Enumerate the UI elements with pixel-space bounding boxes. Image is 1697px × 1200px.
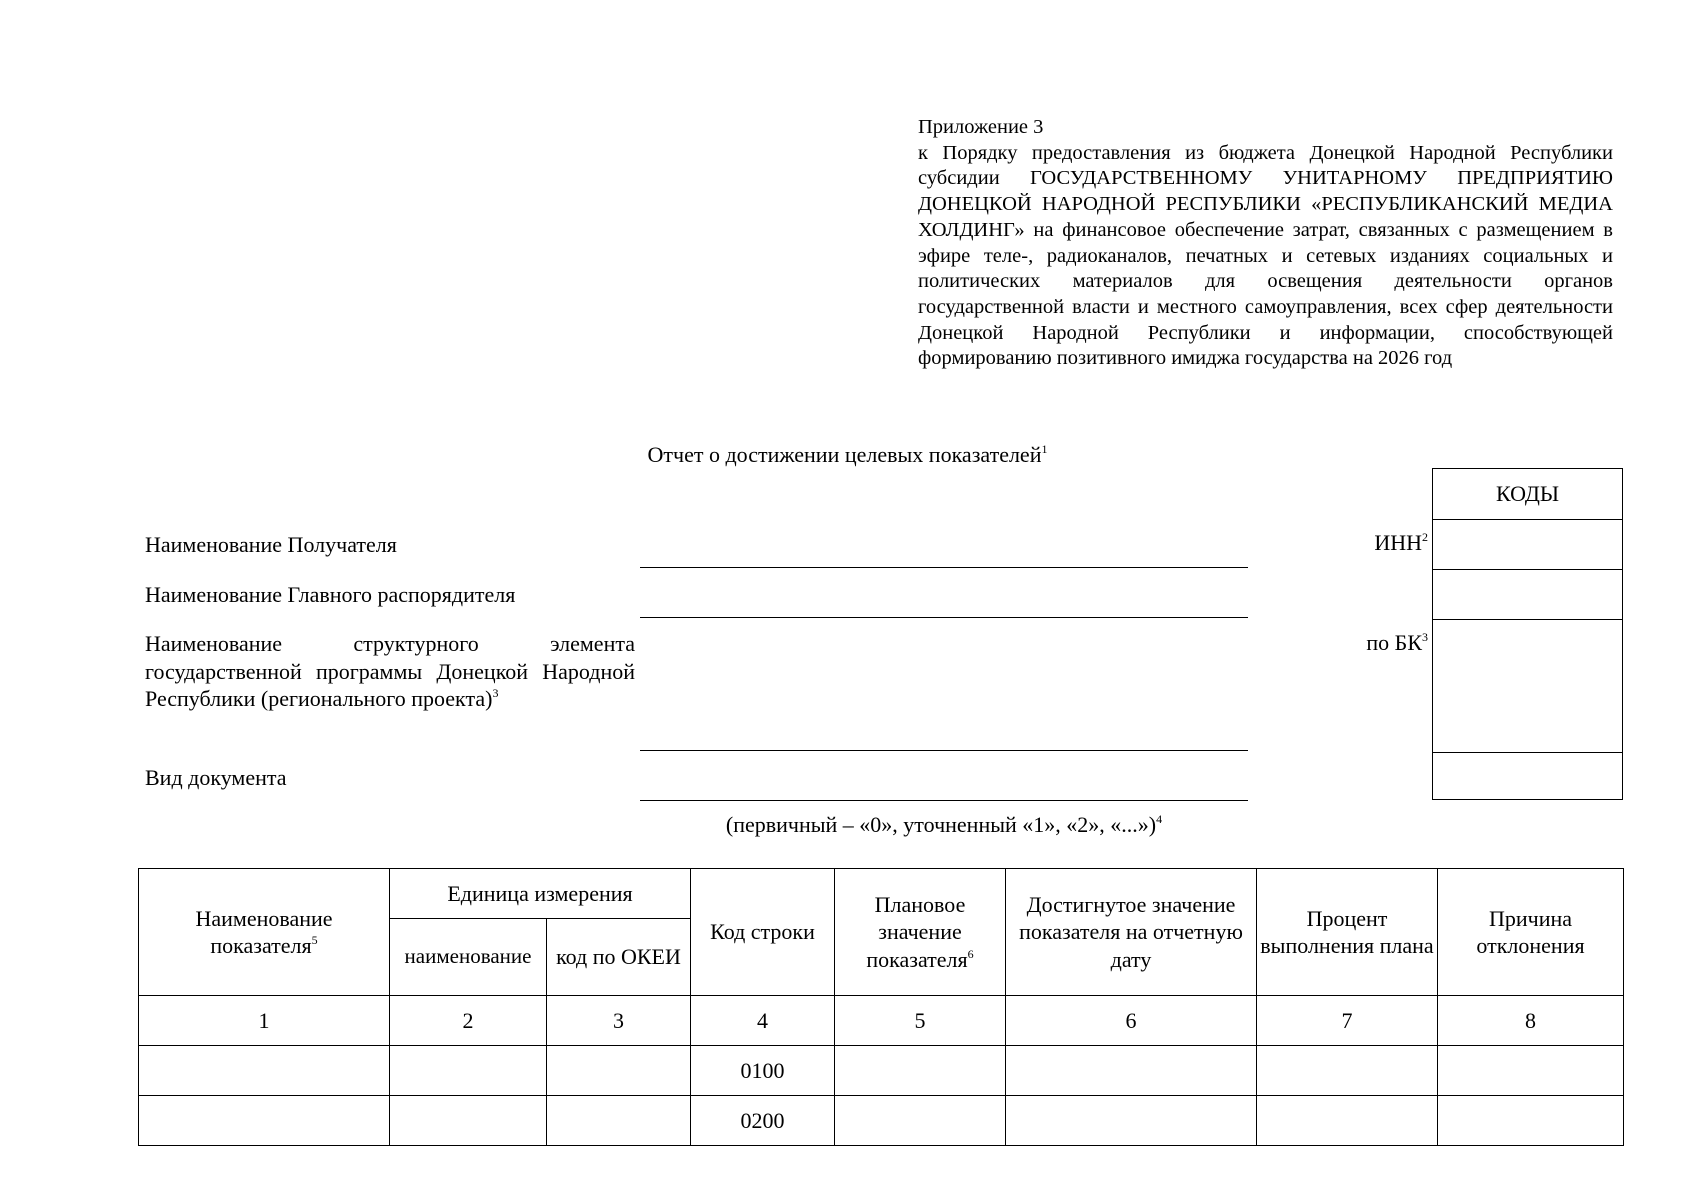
table-header-row-1 (139, 869, 1624, 919)
cell-percent[interactable] (1257, 1096, 1438, 1146)
codes-box (1432, 468, 1623, 800)
cell-unit-name[interactable] (390, 1046, 547, 1096)
structural-element-label (145, 630, 635, 713)
header-achieved: Достигнутое значение показателя на отчетную дату (1006, 869, 1257, 996)
header-percent: Процент выполнения плана (1257, 869, 1438, 996)
cell-planned[interactable] (835, 1046, 1006, 1096)
header-reason: Причина отклонения (1438, 869, 1624, 996)
doc-type-hint-footnote: 4 (1156, 812, 1163, 826)
cell-unit-okei[interactable] (547, 1046, 691, 1096)
inn-label (1300, 530, 1428, 556)
cell-indicator-name[interactable] (139, 1046, 390, 1096)
doc-type-hint-text: (первичный – «0», уточненный «1», «2», «...») (725, 812, 1157, 837)
appendix-title: Приложение 3 (918, 116, 1044, 138)
bk-label (1300, 630, 1428, 656)
header-indicator-name-text: Наименование показателя (195, 905, 333, 958)
cell-planned[interactable] (835, 1096, 1006, 1146)
cell-reason[interactable] (1438, 1046, 1624, 1096)
header-indicator-name (139, 869, 390, 996)
chief-manager-label: Наименование Главного распорядителя (145, 582, 516, 607)
doc-type-hint (640, 812, 1248, 838)
appendix-header (918, 115, 1613, 372)
structural-element-footnote: 3 (492, 686, 499, 700)
cell-row-code: 0100 (691, 1046, 835, 1096)
column-number: 4 (691, 996, 835, 1046)
header-planned (835, 869, 1006, 996)
recipient-label: Наименование Получателя (145, 532, 397, 557)
bk-label-text: по БК (1366, 630, 1422, 655)
appendix-body: к Порядку предоставления из бюджета Донецкой Народной Республики субсидии ГОСУДАРСТВЕННОМУ УНИТАРНОМУ ПРЕДПРИЯТИЮ ДОНЕЦКОЙ НАРОДНОЙ РЕСПУБЛИКИ «РЕСПУБЛИКАНСКИЙ МЕДИА ХОЛДИНГ» на финансовое обеспечение затрат, связанных с размещением в эфире теле-, радиоканалов, печатных и сетевых изданиях социальных и политических материалов для освещения деятельности органов государственной власти и местного самоуправления, всех сфер деятельности Донецкой Народной Республики и информации, способствующей формированию позитивного имиджа государства на 2026 год (918, 141, 1613, 370)
header-planned-footnote: 6 (967, 946, 974, 961)
doc-type-code-cell[interactable] (1433, 752, 1622, 801)
codes-header: КОДЫ (1495, 481, 1560, 506)
chief-manager-code-cell[interactable] (1433, 569, 1622, 620)
column-number: 2 (390, 996, 547, 1046)
header-unit-name: наименование (390, 919, 547, 996)
cell-unit-okei[interactable] (547, 1096, 691, 1146)
table-row (139, 1046, 1624, 1096)
column-number: 7 (1257, 996, 1438, 1046)
header-unit: Единица измерения (390, 869, 691, 919)
inn-code-cell[interactable] (1433, 519, 1622, 570)
bk-footnote: 3 (1422, 630, 1428, 644)
structural-element-text: Наименование структурного элемента государственной программы Донецкой Народной Республики (регионального проекта) (145, 631, 635, 711)
bk-code-cell[interactable] (1433, 619, 1622, 753)
report-title-text: Отчет о достижении целевых показателей (647, 442, 1042, 467)
column-number: 5 (835, 996, 1006, 1046)
cell-percent[interactable] (1257, 1046, 1438, 1096)
table-column-numbers-row (139, 996, 1624, 1046)
doc-type-label: Вид документа (145, 765, 287, 790)
cell-indicator-name[interactable] (139, 1096, 390, 1146)
header-row-code: Код строки (691, 869, 835, 996)
header-planned-text: Плановое значение показателя (866, 891, 968, 972)
column-number: 6 (1006, 996, 1257, 1046)
report-title-footnote: 1 (1041, 442, 1048, 456)
recipient-line[interactable] (640, 567, 1248, 568)
report-title (0, 442, 1697, 468)
inn-footnote: 2 (1422, 530, 1428, 544)
indicators-table (138, 868, 1624, 1146)
cell-reason[interactable] (1438, 1096, 1624, 1146)
structural-element-line[interactable] (640, 750, 1248, 751)
column-number: 3 (547, 996, 691, 1046)
cell-achieved[interactable] (1006, 1046, 1257, 1096)
inn-label-text: ИНН (1374, 530, 1422, 555)
column-number: 8 (1438, 996, 1624, 1046)
cell-achieved[interactable] (1006, 1096, 1257, 1146)
doc-type-line[interactable] (640, 800, 1248, 801)
column-number: 1 (139, 996, 390, 1046)
header-unit-okei: код по ОКЕИ (547, 919, 691, 996)
header-indicator-name-footnote: 5 (311, 933, 318, 947)
chief-manager-line[interactable] (640, 617, 1248, 618)
cell-unit-name[interactable] (390, 1096, 547, 1146)
table-row (139, 1096, 1624, 1146)
cell-row-code: 0200 (691, 1096, 835, 1146)
